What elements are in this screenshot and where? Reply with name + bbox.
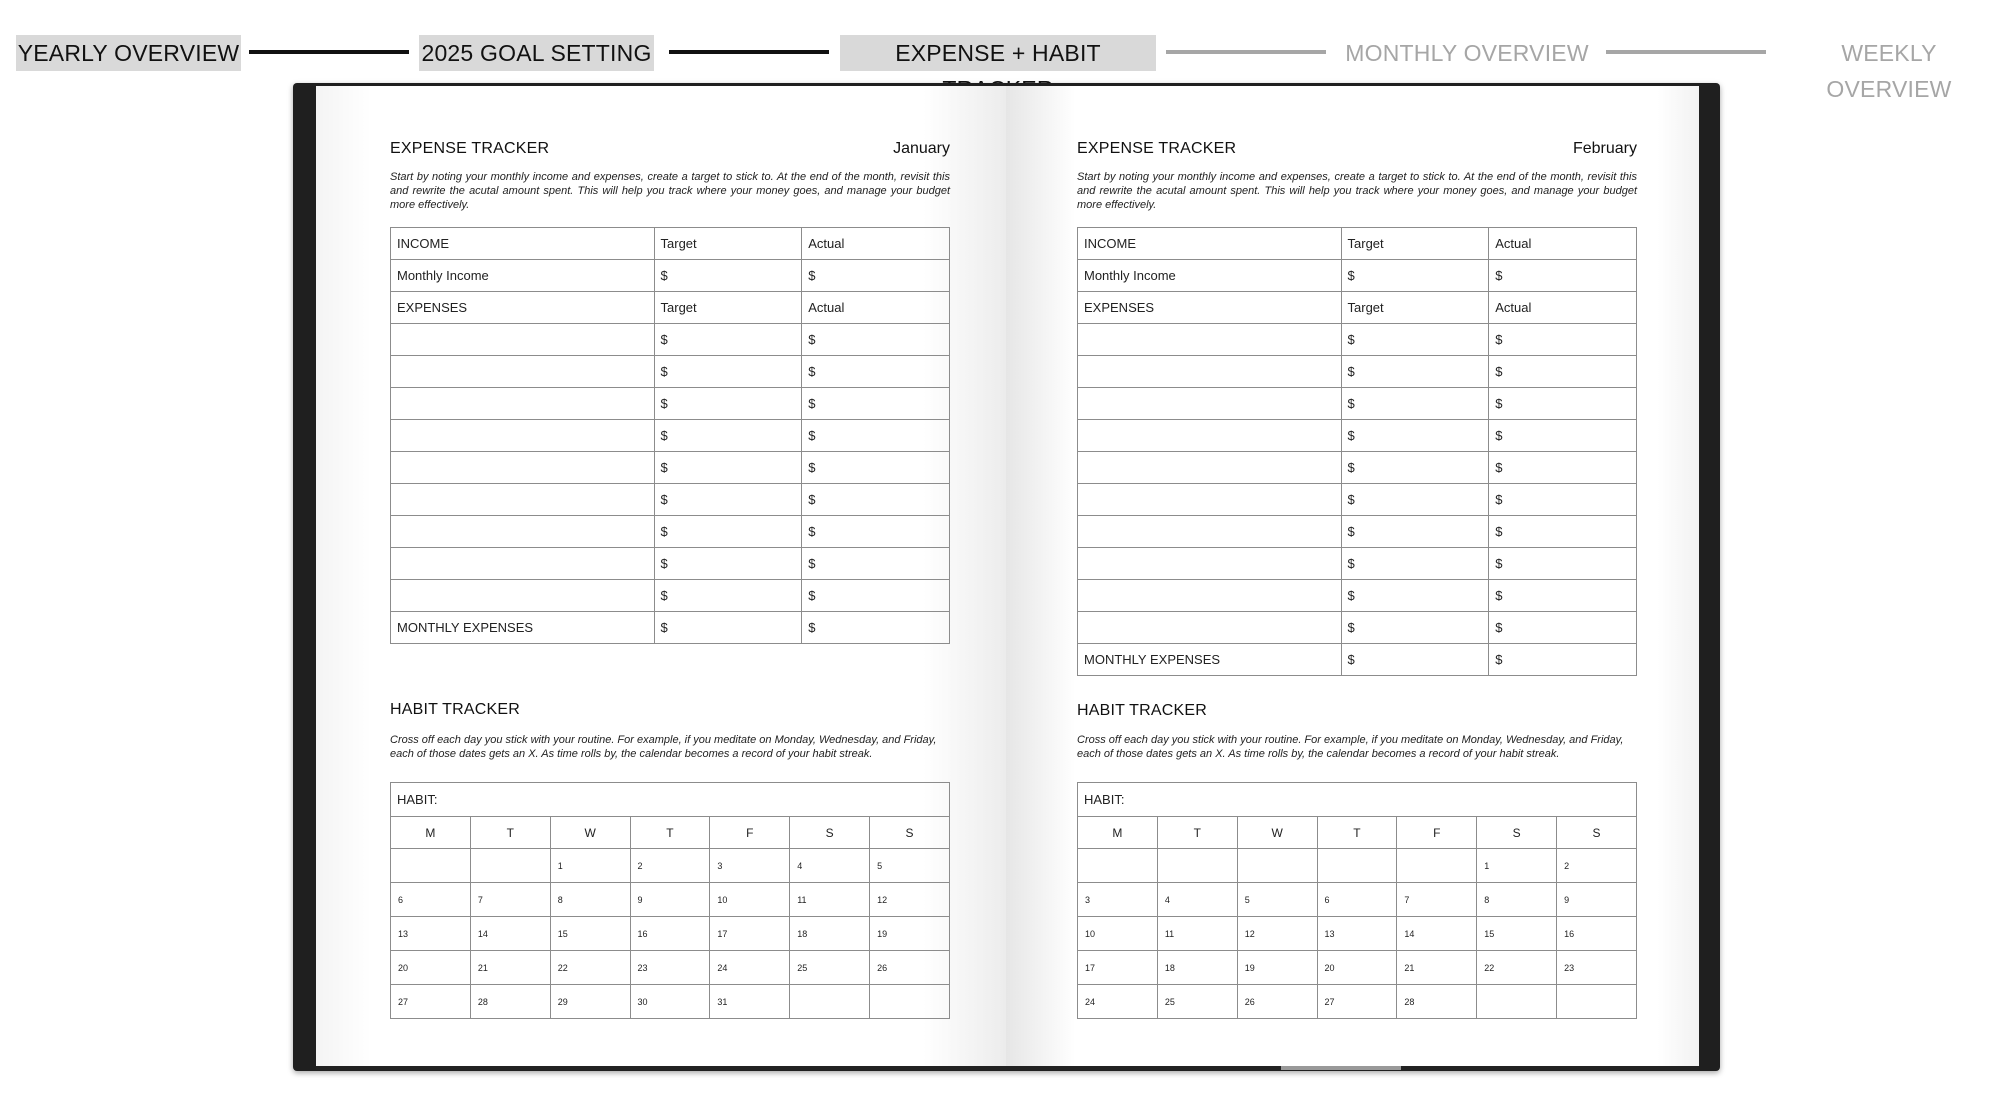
nav-connector xyxy=(249,50,409,54)
date-cell[interactable]: 12 xyxy=(870,883,950,917)
monthly-expenses-actual-cell[interactable]: $ xyxy=(1489,644,1637,676)
expense-target-cell[interactable]: $ xyxy=(654,484,802,516)
date-cell[interactable]: 1 xyxy=(550,849,630,883)
calendar-week-row xyxy=(1078,985,1637,1019)
expense-actual-cell[interactable]: $ xyxy=(802,388,950,420)
expense-actual-cell[interactable]: $ xyxy=(1489,356,1637,388)
habit-name-field[interactable]: HABIT: xyxy=(391,783,950,817)
date-cell[interactable]: 7 xyxy=(1397,883,1477,917)
expense-target-cell[interactable]: $ xyxy=(1341,516,1489,548)
date-cell[interactable] xyxy=(870,985,950,1019)
date-cell[interactable]: 17 xyxy=(710,917,790,951)
date-cell[interactable]: 24 xyxy=(710,951,790,985)
date-cell[interactable]: 4 xyxy=(1157,883,1237,917)
page-edge xyxy=(316,1066,1281,1070)
calendar-week-row xyxy=(391,985,950,1019)
expense-row xyxy=(1078,324,1637,356)
month-label: February xyxy=(1572,140,1637,157)
monthly-expenses-target-cell[interactable]: $ xyxy=(1341,644,1489,676)
date-cell[interactable]: 11 xyxy=(1157,917,1237,951)
expense-table xyxy=(390,227,950,644)
expense-row xyxy=(391,548,950,580)
expense-row xyxy=(1078,452,1637,484)
date-cell[interactable] xyxy=(1157,849,1237,883)
habit-name-field[interactable]: HABIT: xyxy=(1078,783,1637,817)
expense-target-cell[interactable]: $ xyxy=(1341,420,1489,452)
habit-calendar-january xyxy=(390,782,950,1019)
expense-row xyxy=(391,516,950,548)
expense-name-cell[interactable] xyxy=(1078,516,1342,548)
expense-actual-cell[interactable]: $ xyxy=(802,548,950,580)
expense-actual-cell[interactable]: $ xyxy=(1489,612,1637,644)
expense-target-cell[interactable]: $ xyxy=(1341,388,1489,420)
date-cell[interactable] xyxy=(1557,985,1637,1019)
calendar-week-row xyxy=(391,849,950,883)
expense-row xyxy=(391,324,950,356)
date-cell[interactable]: 8 xyxy=(550,883,630,917)
calendar-week-row xyxy=(391,917,950,951)
expense-actual-cell[interactable]: $ xyxy=(802,420,950,452)
actual-header: Actual xyxy=(1489,228,1637,260)
weekday-label: M xyxy=(1078,817,1158,849)
expense-target-cell[interactable]: $ xyxy=(1341,356,1489,388)
expense-row xyxy=(1078,580,1637,612)
expense-target-cell[interactable]: $ xyxy=(1341,580,1489,612)
weekday-label: M xyxy=(391,817,471,849)
habit-tracker-title: HABIT TRACKER xyxy=(1077,702,1208,719)
weekday-label: F xyxy=(710,817,790,849)
calendar-week-row xyxy=(1078,917,1637,951)
expense-row xyxy=(391,580,950,612)
table-row xyxy=(391,228,950,260)
page-edge xyxy=(1401,1066,1699,1070)
habit-calendar-february xyxy=(1077,782,1637,1019)
expense-target-cell[interactable]: $ xyxy=(1341,548,1489,580)
expense-row xyxy=(391,452,950,484)
expense-target-cell[interactable]: $ xyxy=(1341,452,1489,484)
date-cell[interactable]: 4 xyxy=(790,849,870,883)
date-cell[interactable] xyxy=(1477,985,1557,1019)
expense-description: Start by noting your monthly income and expenses, create a target to stick to. At the end of the month, revisit this and rewrite the acutal amount spent. This will help you track where your money goes, and manage your budget more effectively. xyxy=(1077,171,1637,211)
nav-connector xyxy=(669,50,829,54)
date-cell[interactable]: 20 xyxy=(1317,951,1397,985)
weekday-label: W xyxy=(1237,817,1317,849)
expense-target-cell[interactable]: $ xyxy=(654,420,802,452)
date-cell[interactable]: 26 xyxy=(1237,985,1317,1019)
monthly-expenses-actual-cell[interactable]: $ xyxy=(802,612,950,644)
weekday-label: T xyxy=(630,817,710,849)
date-cell[interactable] xyxy=(1317,849,1397,883)
table-row xyxy=(1078,228,1637,260)
weekday-label: S xyxy=(1557,817,1637,849)
expense-row xyxy=(391,420,950,452)
calendar-week-row xyxy=(1078,883,1637,917)
expense-tracker-january xyxy=(390,140,950,644)
weekday-header-row xyxy=(391,817,950,849)
target-header: Target xyxy=(1341,228,1489,260)
expense-actual-cell[interactable]: $ xyxy=(802,580,950,612)
expense-table xyxy=(1077,227,1637,676)
date-cell[interactable]: 10 xyxy=(710,883,790,917)
date-cell[interactable] xyxy=(470,849,550,883)
table-row xyxy=(1078,783,1637,817)
expense-row xyxy=(391,484,950,516)
date-cell[interactable] xyxy=(790,985,870,1019)
date-cell[interactable]: 27 xyxy=(391,985,471,1019)
date-cell[interactable]: 5 xyxy=(870,849,950,883)
expense-actual-cell[interactable]: $ xyxy=(802,484,950,516)
date-cell[interactable]: 25 xyxy=(790,951,870,985)
weekday-label: T xyxy=(1317,817,1397,849)
target-header: Target xyxy=(654,292,802,324)
date-cell[interactable]: 8 xyxy=(1477,883,1557,917)
date-cell[interactable]: 10 xyxy=(1078,917,1158,951)
nav-connector xyxy=(1606,50,1766,54)
weekday-label: F xyxy=(1397,817,1477,849)
table-row xyxy=(391,292,950,324)
expense-row xyxy=(1078,484,1637,516)
date-cell[interactable]: 7 xyxy=(470,883,550,917)
income-actual-cell[interactable]: $ xyxy=(1489,260,1637,292)
tab-weekly-overview[interactable]: WEEKLY OVERVIEW xyxy=(1826,40,1952,102)
date-cell[interactable]: 17 xyxy=(1078,951,1158,985)
page-edge-highlight xyxy=(1281,1066,1401,1070)
date-cell[interactable]: 31 xyxy=(710,985,790,1019)
date-cell[interactable]: 5 xyxy=(1237,883,1317,917)
expense-row xyxy=(391,356,950,388)
expense-tracker-february xyxy=(1077,140,1637,676)
actual-header: Actual xyxy=(1489,292,1637,324)
monthly-expenses-target-cell[interactable]: $ xyxy=(654,612,802,644)
date-cell[interactable]: 13 xyxy=(391,917,471,951)
expense-tracker-title: EXPENSE TRACKER xyxy=(390,140,550,157)
date-cell[interactable]: 3 xyxy=(710,849,790,883)
date-cell[interactable]: 3 xyxy=(1078,883,1158,917)
date-cell[interactable] xyxy=(391,849,471,883)
date-cell[interactable]: 14 xyxy=(1397,917,1477,951)
expense-name-cell[interactable] xyxy=(1078,388,1342,420)
monthly-income-label: Monthly Income xyxy=(391,260,655,292)
expense-row xyxy=(1078,356,1637,388)
date-cell[interactable]: 6 xyxy=(1317,883,1397,917)
expense-actual-cell[interactable]: $ xyxy=(1489,388,1637,420)
expense-name-cell[interactable] xyxy=(1078,580,1342,612)
weekday-label: S xyxy=(1477,817,1557,849)
expense-actual-cell[interactable]: $ xyxy=(802,452,950,484)
expense-name-cell[interactable] xyxy=(391,388,655,420)
table-row xyxy=(391,783,950,817)
date-cell[interactable]: 18 xyxy=(1157,951,1237,985)
date-cell[interactable]: 15 xyxy=(1477,917,1557,951)
weekday-label: S xyxy=(790,817,870,849)
table-row xyxy=(1078,260,1637,292)
expense-row xyxy=(1078,612,1637,644)
expense-actual-cell[interactable]: $ xyxy=(1489,548,1637,580)
nav-connector xyxy=(1166,50,1326,54)
expense-name-cell[interactable] xyxy=(1078,420,1342,452)
expense-name-cell[interactable] xyxy=(391,420,655,452)
expense-row xyxy=(1078,548,1637,580)
income-header: INCOME xyxy=(391,228,655,260)
table-row xyxy=(1078,644,1637,676)
date-cell[interactable]: 20 xyxy=(391,951,471,985)
date-cell[interactable]: 2 xyxy=(1557,849,1637,883)
expense-actual-cell[interactable]: $ xyxy=(802,516,950,548)
actual-header: Actual xyxy=(802,292,950,324)
expense-target-cell[interactable]: $ xyxy=(654,356,802,388)
month-label: January xyxy=(893,140,950,157)
date-cell[interactable]: 19 xyxy=(870,917,950,951)
target-header: Target xyxy=(654,228,802,260)
date-cell[interactable]: 2 xyxy=(630,849,710,883)
date-cell[interactable]: 29 xyxy=(550,985,630,1019)
table-row xyxy=(391,260,950,292)
date-cell[interactable]: 21 xyxy=(1397,951,1477,985)
expense-target-cell[interactable]: $ xyxy=(654,580,802,612)
table-row xyxy=(391,612,950,644)
expenses-header: EXPENSES xyxy=(391,292,655,324)
expense-target-cell[interactable]: $ xyxy=(654,516,802,548)
date-cell[interactable]: 23 xyxy=(630,951,710,985)
expense-name-cell[interactable] xyxy=(1078,324,1342,356)
monthly-income-label: Monthly Income xyxy=(1078,260,1342,292)
weekday-label: T xyxy=(1157,817,1237,849)
expense-row xyxy=(1078,388,1637,420)
expense-actual-cell[interactable]: $ xyxy=(802,324,950,356)
income-target-cell[interactable]: $ xyxy=(654,260,802,292)
weekday-label: S xyxy=(870,817,950,849)
date-cell[interactable]: 27 xyxy=(1317,985,1397,1019)
expense-tracker-title: EXPENSE TRACKER xyxy=(1077,140,1237,157)
income-target-cell[interactable]: $ xyxy=(1341,260,1489,292)
expense-row xyxy=(391,388,950,420)
expense-target-cell[interactable]: $ xyxy=(654,452,802,484)
expense-description: Start by noting your monthly income and expenses, create a target to stick to. At the end of the month, revisit this and rewrite the acutal amount spent. This will help you track where your money goes, and manage your budget more effectively. xyxy=(390,171,950,211)
calendar-week-row xyxy=(391,951,950,985)
target-header: Target xyxy=(1341,292,1489,324)
date-cell[interactable]: 16 xyxy=(630,917,710,951)
date-cell[interactable]: 23 xyxy=(1557,951,1637,985)
tab-goal-setting[interactable]: 2025 GOAL SETTING xyxy=(419,35,654,71)
date-cell[interactable] xyxy=(1078,849,1158,883)
date-cell[interactable]: 9 xyxy=(630,883,710,917)
date-cell[interactable]: 16 xyxy=(1557,917,1637,951)
date-cell[interactable]: 25 xyxy=(1157,985,1237,1019)
habit-tracker-title: HABIT TRACKER xyxy=(390,701,521,718)
habit-description: Cross off each day you stick with your routine. For example, if you meditate on Monday, Wednesday, and Friday, each of those dates gets an X. As time rolls by, the calendar becomes a record of your habit streak. xyxy=(1077,734,1624,760)
weekday-label: T xyxy=(470,817,550,849)
calendar-week-row xyxy=(1078,849,1637,883)
date-cell[interactable]: 11 xyxy=(790,883,870,917)
expense-name-cell[interactable] xyxy=(1078,356,1342,388)
habit-description: Cross off each day you stick with your routine. For example, if you meditate on Monday, Wednesday, and Friday, each of those dates gets an X. As time rolls by, the calendar becomes a record of your habit streak. xyxy=(390,734,937,760)
date-cell[interactable] xyxy=(1237,849,1317,883)
weekday-label: W xyxy=(550,817,630,849)
expense-name-cell[interactable] xyxy=(391,516,655,548)
expense-target-cell[interactable]: $ xyxy=(654,324,802,356)
date-cell[interactable]: 30 xyxy=(630,985,710,1019)
expense-name-cell[interactable] xyxy=(1078,484,1342,516)
expense-target-cell[interactable]: $ xyxy=(1341,612,1489,644)
expense-name-cell[interactable] xyxy=(1078,548,1342,580)
expense-name-cell[interactable] xyxy=(391,356,655,388)
expense-actual-cell[interactable]: $ xyxy=(1489,580,1637,612)
date-cell[interactable]: 12 xyxy=(1237,917,1317,951)
weekday-header-row xyxy=(1078,817,1637,849)
date-cell[interactable]: 22 xyxy=(1477,951,1557,985)
date-cell[interactable]: 14 xyxy=(470,917,550,951)
tab-expense-habit-tracker[interactable]: EXPENSE + HABIT xyxy=(840,35,1156,71)
expenses-header: EXPENSES xyxy=(1078,292,1342,324)
calendar-week-row xyxy=(391,883,950,917)
date-cell[interactable]: 6 xyxy=(391,883,471,917)
date-cell[interactable]: 22 xyxy=(550,951,630,985)
expense-row xyxy=(1078,516,1637,548)
date-cell[interactable]: 26 xyxy=(870,951,950,985)
expense-actual-cell[interactable]: $ xyxy=(802,356,950,388)
date-cell[interactable] xyxy=(1397,849,1477,883)
table-row xyxy=(1078,292,1637,324)
expense-target-cell[interactable]: $ xyxy=(654,548,802,580)
expense-name-cell[interactable] xyxy=(391,548,655,580)
expense-actual-cell[interactable]: $ xyxy=(1489,452,1637,484)
expense-actual-cell[interactable]: $ xyxy=(1489,484,1637,516)
expense-target-cell[interactable]: $ xyxy=(1341,324,1489,356)
date-cell[interactable]: 1 xyxy=(1477,849,1557,883)
date-cell[interactable]: 19 xyxy=(1237,951,1317,985)
expense-name-cell[interactable] xyxy=(1078,452,1342,484)
actual-header: Actual xyxy=(802,228,950,260)
date-cell[interactable]: 28 xyxy=(1397,985,1477,1019)
income-header: INCOME xyxy=(1078,228,1342,260)
date-cell[interactable]: 9 xyxy=(1557,883,1637,917)
expense-actual-cell[interactable]: $ xyxy=(1489,324,1637,356)
calendar-week-row xyxy=(1078,951,1637,985)
monthly-expenses-label: MONTHLY EXPENSES xyxy=(1078,644,1342,676)
date-cell[interactable]: 24 xyxy=(1078,985,1158,1019)
tab-yearly-overview[interactable]: YEARLY OVERVIEW xyxy=(16,35,241,71)
date-cell[interactable]: 18 xyxy=(790,917,870,951)
expense-target-cell[interactable]: $ xyxy=(1341,484,1489,516)
date-cell[interactable]: 21 xyxy=(470,951,550,985)
expense-name-cell[interactable] xyxy=(391,324,655,356)
expense-actual-cell[interactable]: $ xyxy=(1489,516,1637,548)
expense-actual-cell[interactable]: $ xyxy=(1489,420,1637,452)
expense-row xyxy=(1078,420,1637,452)
tab-monthly-overview[interactable]: MONTHLY OVERVIEW xyxy=(1345,40,1589,66)
expense-name-cell[interactable] xyxy=(391,484,655,516)
expense-target-cell[interactable]: $ xyxy=(654,388,802,420)
expense-name-cell[interactable] xyxy=(1078,612,1342,644)
date-cell[interactable]: 13 xyxy=(1317,917,1397,951)
income-actual-cell[interactable]: $ xyxy=(802,260,950,292)
expense-name-cell[interactable] xyxy=(391,452,655,484)
expense-name-cell[interactable] xyxy=(391,580,655,612)
date-cell[interactable]: 28 xyxy=(470,985,550,1019)
date-cell[interactable]: 15 xyxy=(550,917,630,951)
monthly-expenses-label: MONTHLY EXPENSES xyxy=(391,612,655,644)
